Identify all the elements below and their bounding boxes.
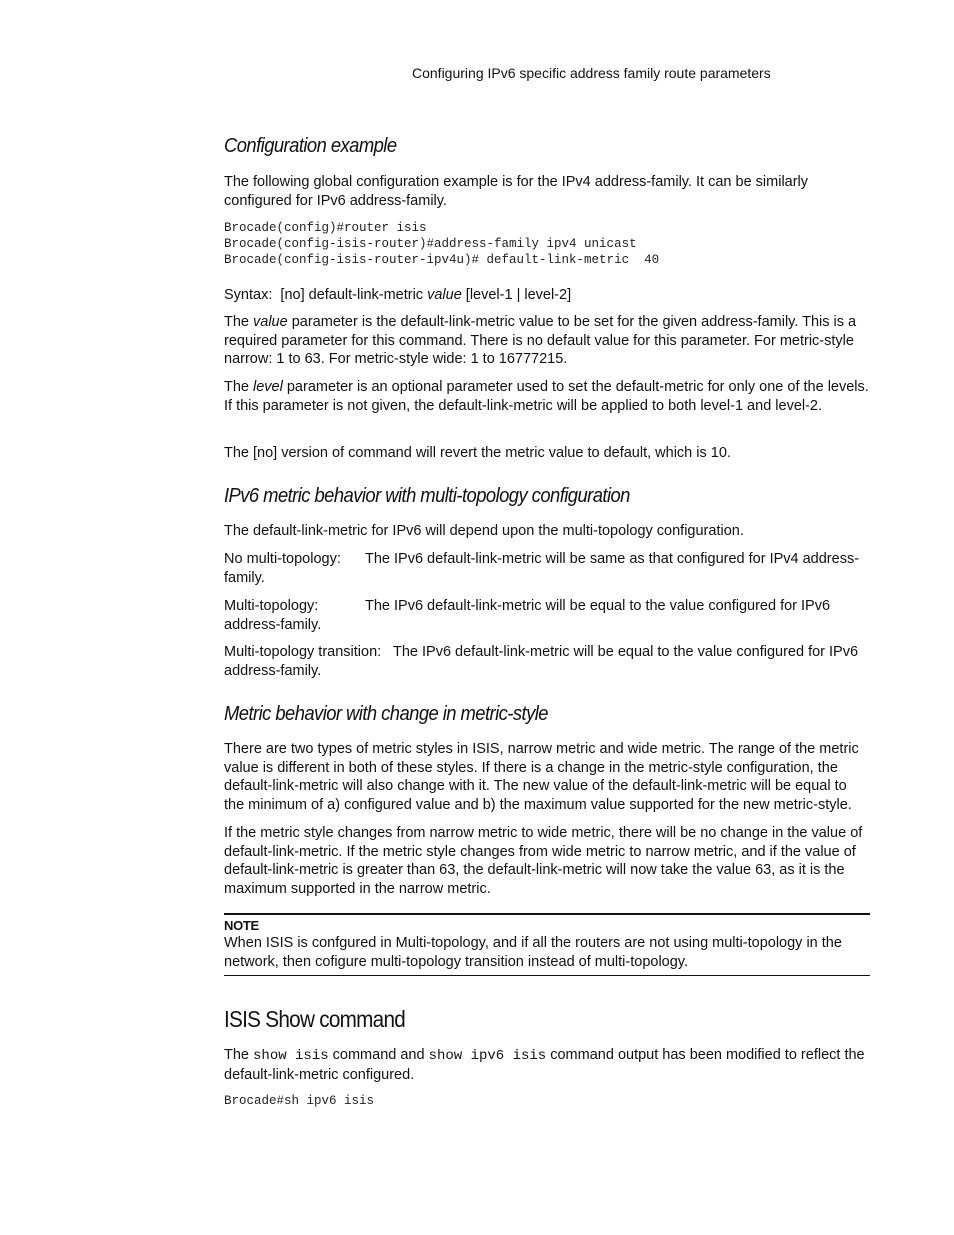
ipv6-metric-intro: The default-link-metric for IPv6 will depend upon the multi-topology configuration. (224, 523, 744, 539)
note-term: multi-topology transition (370, 953, 524, 970)
value-term: value (253, 314, 288, 330)
syntax-label: Syntax: (224, 287, 273, 303)
config-example-section (224, 132, 870, 160)
config-example-intro-block (224, 173, 870, 210)
level-paragraph-block (224, 378, 870, 415)
level-term: level (253, 379, 283, 395)
metric-style-paragraph: If the metric style changes from narrow metric to wide metric, there will be no change in the value of default-link-metric. If the metric style changes from wide metric to narrow metric, and if the value of default-link-metric is greater than 63, the default-link-metric will now take the value 63, as it is the maximum supported in the narrow metric. (224, 825, 863, 898)
code-line: Brocade(config-isis-router-ipv4u)# default-link-metric 40 (224, 253, 660, 267)
code-line: Brocade(config)#router isis (224, 221, 427, 235)
ipv6-metric-section (224, 482, 870, 510)
metric-style-para1-block (224, 740, 870, 815)
definition-item (224, 550, 870, 587)
definition-term: Multi-topology transition: (224, 644, 382, 660)
code-line: Brocade(config-isis-router)#address-family ipv4 unicast (224, 237, 637, 251)
running-header: Configuring IPv6 specific address family route parameters (412, 65, 771, 81)
metric-style-heading: Metric behavior with change in metric-style (224, 703, 548, 725)
definition-item (224, 643, 870, 680)
no-paragraph-block (224, 444, 870, 463)
definition-desc: The IPv6 default-link-metric will be equal to the value configured for IPv6 address-family. (224, 598, 831, 633)
value-paragraph-block (224, 313, 870, 369)
definition-item (224, 597, 870, 634)
metric-style-para2-block (224, 824, 870, 899)
value-paragraph: The value parameter is the default-link-metric value to be set for the given address-family. This is a required parameter for this command. There is no default value for this parameter. For metric-style narrow: 1 to 63. For metric-style wide: 1 to 16777215. (224, 314, 857, 368)
config-code-block (224, 220, 870, 268)
note-text: When ISIS is confgured in Multi-topology, and if all the routers are not using multi-topology in the network, then cofigure multi-topology transition instead of multi-topology. (224, 935, 842, 970)
definition-term: No multi-topology: (224, 551, 341, 567)
ipv6-metric-heading: IPv6 metric behavior with multi-topology configuration (224, 485, 630, 507)
no-paragraph: The [no] version of command will revert the metric value to default, which is 10. (224, 445, 731, 461)
note-term: multi-topology (594, 953, 684, 970)
metric-style-paragraph: There are two types of metric styles in ISIS, narrow metric and wide metric. The range of the metric value is different in both of these styles. If there is a change in the metric-style configuration, the default-link-metric will also change with it. The new value of the default-link-metric will be equal to the minimum of a) configured value and b) the maximum value supported for the new metric-style. (224, 741, 859, 814)
isis-show-code-block (224, 1093, 870, 1109)
isis-show-heading: ISIS Show command (224, 1006, 406, 1032)
syntax-levels: [level-1 | level-2] (465, 287, 572, 303)
isis-show-paragraph: The show isis command and show ipv6 isis command output has been modified to reflect the default-link-metric configured. (224, 1047, 865, 1083)
isis-show-section (224, 1003, 870, 1035)
note-box (224, 913, 870, 976)
definition-desc: The IPv6 default-link-metric will be equal to the value configured for IPv6 address-family. (224, 644, 859, 679)
config-example-heading: Configuration example (224, 135, 397, 157)
syntax-value: value (427, 287, 462, 303)
level-paragraph: The level parameter is an optional parameter used to set the default-metric for only one of the levels. If this parameter is not given, the default-link-metric will be applied to both level-1 and level-2. (224, 379, 869, 414)
definition-term: Multi-topology: (224, 598, 319, 614)
definition-desc: The IPv6 default-link-metric will be same as that configured for IPv4 address-family. (224, 551, 860, 586)
note-title: NOTE (224, 918, 259, 933)
code-line: Brocade#sh ipv6 isis (224, 1094, 375, 1108)
inline-command: show ipv6 isis (428, 1048, 547, 1064)
no-term: [no] (253, 445, 278, 461)
isis-show-para-block (224, 1046, 870, 1084)
syntax-line (224, 286, 870, 304)
syntax-command: [no] default-link-metric (280, 287, 424, 303)
metric-style-section (224, 700, 870, 728)
config-example-intro: The following global configuration example is for the IPv4 address-family. It can be similarly configured for IPv6 address-family. (224, 174, 809, 209)
ipv6-metric-intro-block (224, 522, 870, 541)
inline-command: show isis (253, 1048, 329, 1064)
